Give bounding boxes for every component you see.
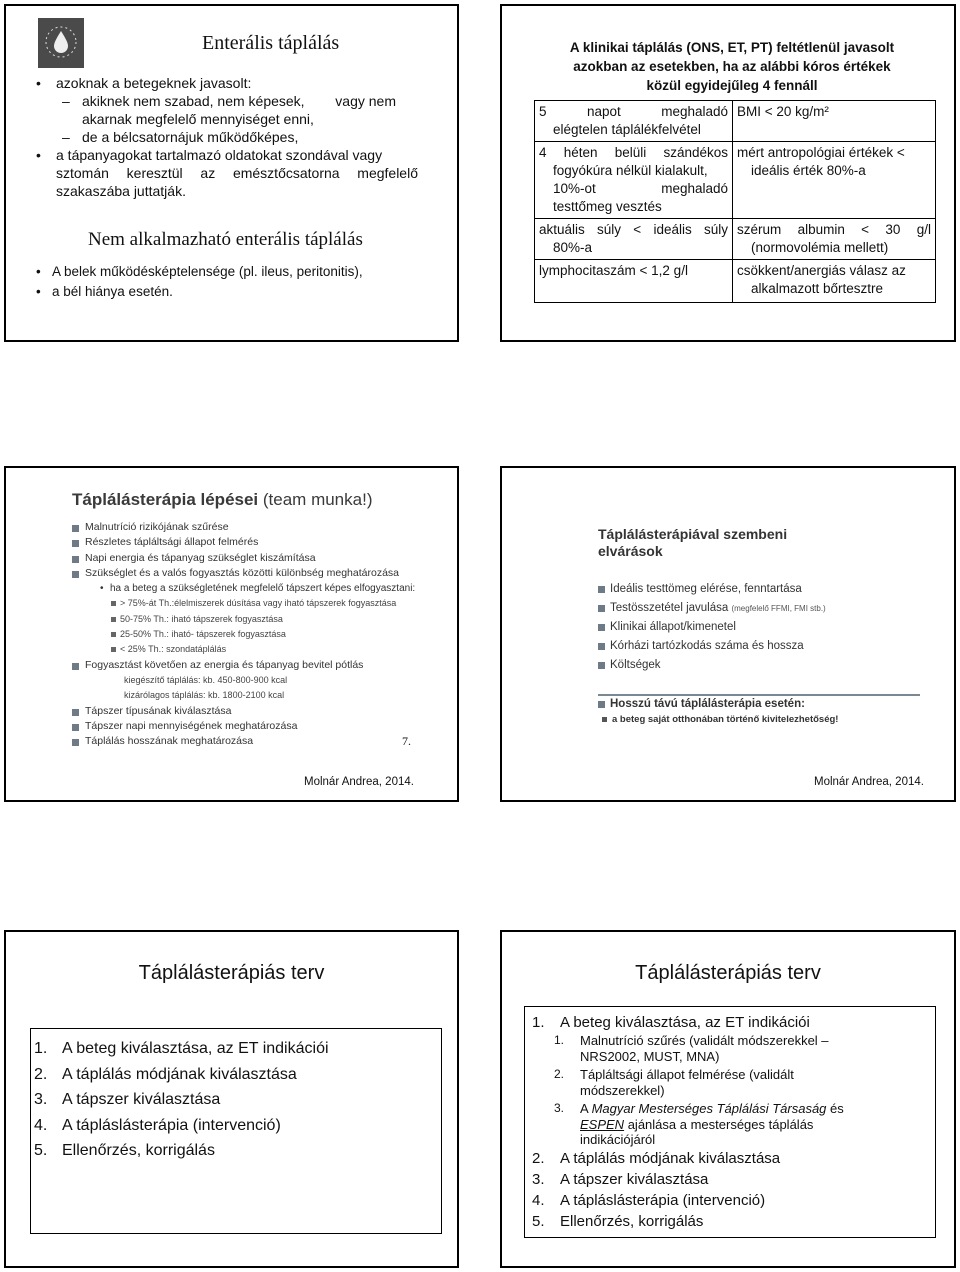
list-item: Költségek — [598, 656, 938, 675]
slide-title — [598, 526, 787, 560]
list-subitem: • ha a beteg a szükségletének megfelelő tápszert képes elfogyasztani: — [72, 581, 442, 596]
text-fragment: A — [580, 1101, 588, 1116]
cell-line: csökkent/anergiás válasz az — [737, 263, 906, 278]
item-number: 4. — [532, 1191, 545, 1209]
cell-line: (normovolémia mellett) — [751, 240, 889, 255]
cell-line: fogyókúra nélkül kialakult, — [553, 163, 708, 178]
author-credit: Molnár Andrea, 2014. — [814, 776, 924, 788]
cell-line: testtőmeg vesztés — [553, 199, 662, 214]
list-subitem: – de a bélcsatornájuk működőképes, — [34, 128, 424, 146]
slide-title — [72, 490, 372, 510]
list-item — [34, 1062, 329, 1088]
list-item: Malnutríció rizikójának szűrése — [72, 520, 442, 535]
list-item: Kórházi tartózkodás száma és hossza — [598, 637, 938, 656]
section-heading: Hosszú távú táplálásterápia esetén: — [598, 696, 838, 712]
item-text: Ellenőrzés, korrigálás — [560, 1212, 704, 1230]
item-text: A tápszer kiválasztása — [62, 1091, 221, 1108]
list-subitem-cont: akarnak megfelelő mennyiséget enni, — [82, 111, 314, 127]
slide-title: Táplálásterápiás terv — [138, 962, 325, 984]
slide-title: Táplálásterápiás terv — [635, 962, 821, 984]
table-cell — [535, 260, 733, 303]
expectations-list — [598, 580, 938, 675]
subitem-number: 2. — [554, 1067, 565, 1081]
list-subsubitem: 25-50% Th.: iható- tápszerek fogyasztása — [72, 627, 442, 642]
subitem-line: módszerekkel) — [580, 1082, 665, 1098]
text-fragment: ajánlása a mesterséges táplálás — [627, 1116, 814, 1132]
table-row — [535, 142, 936, 219]
title-bold: Táplálásterápia lépései — [72, 490, 259, 509]
list-subitem — [528, 1067, 932, 1098]
list-subsubitem: > 75%-át Th.:élelmiszerek dúsítása vagy iható tápszerek fogyasztása — [72, 596, 442, 611]
list-item: • a bél hiánya esetén. — [36, 282, 363, 302]
slide-taplalasterapia-lepesei — [4, 466, 459, 802]
slide-enteralis-taplalas — [4, 4, 459, 342]
list-item: • a tápanyagokat tartalmazó oldatokat szondával vagy — [34, 146, 424, 164]
title-line: Táplálásterápiával szembeni — [598, 526, 788, 542]
list-item: • azoknak a betegeknek javasolt: — [34, 74, 424, 92]
list-subsubitem: 50-75% Th.: iható tápszerek fogyasztása — [72, 612, 442, 627]
item-note: (megfelelő FFMI, FMI stb.) — [731, 604, 826, 613]
table-cell — [733, 142, 936, 219]
list-item-cont: szakaszába juttatják. — [56, 183, 186, 199]
table-cell — [733, 219, 936, 260]
item-number: 5. — [532, 1212, 545, 1230]
item-number: 1. — [532, 1014, 545, 1031]
table-cell — [535, 101, 733, 142]
item-text: A tápszer kiválasztása — [560, 1170, 709, 1188]
subitem-line: NRS2002, MUST, MNA) — [580, 1048, 720, 1064]
list-item: Klinikai állapot/kimenetel — [598, 618, 938, 637]
list-item — [528, 1169, 932, 1190]
item-text: Ellenőrzés, korrigálás — [62, 1142, 215, 1159]
list-item: • A belek működésképtelensége (pl. ileus, peritonitis), — [36, 262, 363, 282]
slide-elvarasok — [500, 466, 956, 802]
table-cell — [733, 101, 936, 142]
contraindication-list — [36, 262, 363, 302]
item-number: 2. — [34, 1065, 48, 1083]
cell-line: lymphocitaszám < 1,2 g/l — [539, 263, 688, 278]
table-cell — [733, 260, 936, 303]
society-logo — [38, 18, 84, 68]
item-text: A tápláslásterápia (intervenció) — [62, 1116, 281, 1134]
page-number: 7. — [402, 734, 411, 748]
subitem-line — [580, 1101, 932, 1117]
subitem-line: Tápláltsági állapot felmérése (validált — [580, 1067, 794, 1082]
list-detail: kizárólagos táplálás: kb. 1800-2100 kcal — [124, 690, 285, 701]
cell-line: alkalmazott bőrtesztre — [751, 281, 884, 296]
list-item — [34, 1087, 329, 1113]
list-item — [528, 1190, 932, 1211]
list-item: Táplálás hosszának meghatározása — [72, 734, 442, 749]
cell-line: aktuális súly < ideális súly — [539, 222, 728, 237]
item-number: 1. — [34, 1040, 48, 1057]
plan-list — [528, 1012, 932, 1232]
long-term-section — [598, 696, 838, 728]
list-item: Ideális testtömeg elérése, fenntartása — [598, 580, 938, 599]
cell-line: 80%-a — [553, 240, 593, 255]
subitem-number: 3. — [554, 1101, 565, 1115]
item-text: A beteg kiválasztása, az ET indikációi — [62, 1040, 329, 1057]
list-item: Szükséglet és a valós fogyasztás közötti különbség meghatározása — [72, 566, 442, 581]
criteria-table — [534, 100, 936, 303]
cell-line: ideális érték 80%-a — [751, 163, 866, 178]
author-credit: Molnár Andrea, 2014. — [304, 776, 414, 788]
title-line: elvárások — [598, 543, 663, 559]
steps-list — [72, 520, 442, 749]
slide-taplalasterapias-terv-reszletes — [500, 930, 956, 1268]
slide-title — [532, 38, 932, 95]
text-fragment: és — [830, 1101, 844, 1116]
list-subitem — [528, 1033, 932, 1064]
title-line: azokban az esetekben, ha az alábbi kóros értékek — [573, 59, 891, 74]
section-heading: Nem alkalmazható enterális táplálás — [88, 229, 363, 250]
list-item: Tápszer típusának kiválasztása — [72, 704, 442, 719]
cell-line: szérum albumin < 30 g/l — [737, 222, 931, 237]
list-item — [528, 1012, 932, 1033]
list-subsubitem: < 25% Th.: szondatáplálás — [72, 642, 442, 657]
item-number: 4. — [34, 1116, 48, 1134]
list-item: Napi energia és tápanyag szükséglet kiszámítása — [72, 551, 442, 566]
list-detail: kiegészítő táplálás: kb. 450-800-900 kcal — [124, 674, 288, 685]
cell-line: mért antropológiai értékek < — [737, 145, 905, 160]
cell-line: BMI < 20 kg/m² — [737, 104, 829, 119]
item-number: 3. — [34, 1091, 48, 1108]
cell-line: elégtelen táplálékfelvétel — [553, 122, 701, 137]
table-row — [535, 260, 936, 303]
cell-line: 10%-ot meghaladó — [553, 181, 728, 196]
list-item — [34, 1138, 329, 1164]
subitem-line: indikációjáról — [580, 1132, 656, 1147]
list-subitem — [528, 1101, 932, 1148]
slide-klinikai-taplalas — [500, 4, 956, 342]
subitem-text-end: vagy nem — [335, 93, 396, 109]
title-line: A klinikai táplálás (ONS, ET, PT) feltétlenül javasolt — [569, 40, 895, 55]
list-item: Fogyasztást követően az energia és tápanyag bevitel pótlás — [72, 658, 442, 673]
list-item — [528, 1148, 932, 1169]
espen-name: ESPEN — [580, 1116, 625, 1132]
subitem-line — [580, 1117, 932, 1133]
society-name: Magyar Mesterséges Táplálási Társaság — [591, 1101, 827, 1116]
item-text: A beteg kiválasztása, az ET indikációi — [560, 1014, 810, 1031]
slide-title: Enterális táplálás — [202, 32, 340, 54]
item-number: 2. — [532, 1149, 545, 1167]
subitem-number: 1. — [554, 1033, 565, 1047]
list-item-cont: sztomán keresztül az emésztőcsatorna megfelelő — [56, 165, 418, 181]
list-item — [34, 1113, 329, 1139]
plan-list — [34, 1036, 329, 1164]
list-item — [34, 1036, 329, 1062]
item-number: 5. — [34, 1142, 48, 1159]
slide-taplalasterapias-terv — [4, 930, 459, 1268]
item-number: 3. — [532, 1170, 545, 1188]
table-row — [535, 101, 936, 142]
subitem-line: Malnutríció szűrés (validált módszerekkel – — [580, 1033, 829, 1048]
list-item — [528, 1211, 932, 1232]
table-row — [535, 219, 936, 260]
item-text: A táplálás módjának kiválasztása — [62, 1065, 297, 1083]
title-line: közül egyidejűleg 4 fennáll — [646, 78, 818, 93]
list-item: Tápszer napi mennyiségének meghatározása — [72, 719, 442, 734]
cell-line: 4 héten belüli szándékos — [539, 145, 728, 160]
item-text: A tápláslásterápia (intervenció) — [560, 1191, 766, 1209]
section-item: a beteg saját otthonában történő kivitelezhetőség! — [598, 712, 838, 728]
list-item: Részletes tápláltsági állapot felmérés — [72, 535, 442, 550]
cell-line: 5 napot meghaladó — [539, 104, 728, 119]
item-text: A táplálás módjának kiválasztása — [560, 1149, 781, 1167]
table-cell — [535, 219, 733, 260]
list-subitem — [34, 92, 424, 110]
table-cell — [535, 142, 733, 219]
title-normal: (team munka!) — [262, 490, 373, 509]
indication-list — [34, 74, 424, 200]
list-item — [598, 599, 938, 618]
subitem-text: akiknek nem szabad, nem képesek, — [82, 93, 305, 109]
item-text: Testösszetétel javulása — [610, 602, 729, 614]
